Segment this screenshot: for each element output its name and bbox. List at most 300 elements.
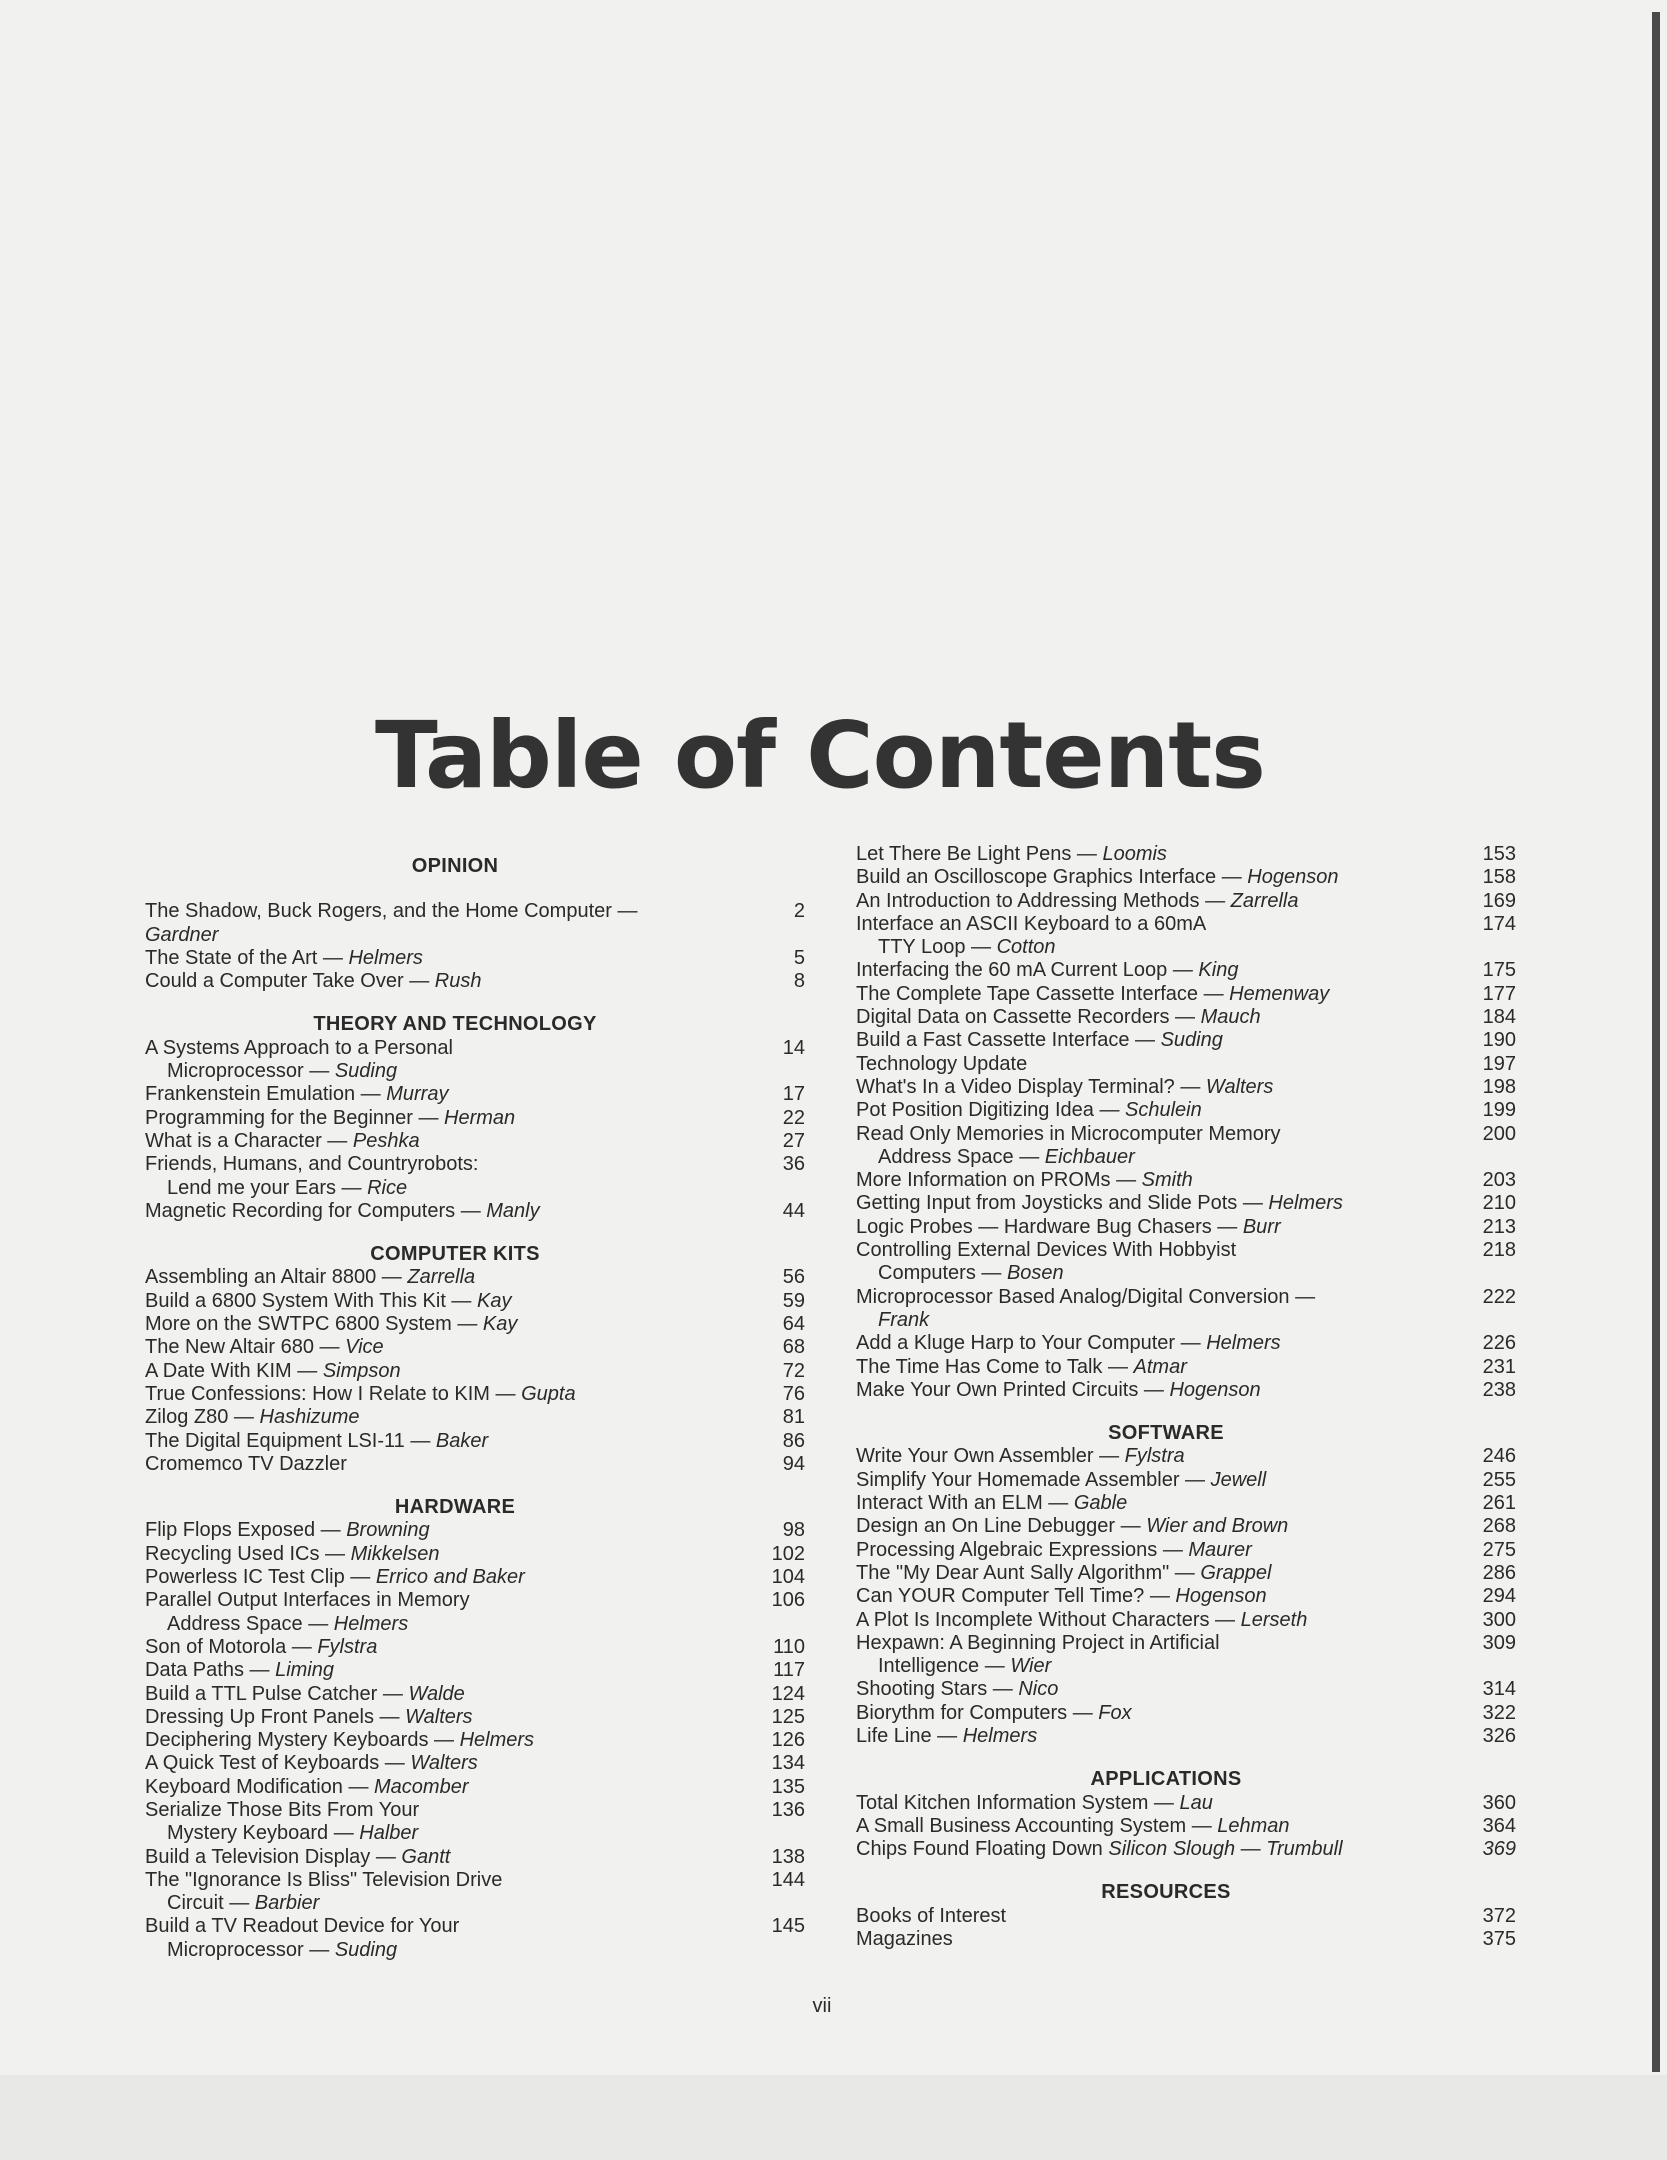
toc-entry-text	[856, 1216, 1456, 1239]
toc-entry-author: Schulein	[1125, 1099, 1202, 1122]
toc-entry-text	[856, 1286, 1456, 1333]
toc-entry-page: 200	[1482, 1122, 1516, 1145]
toc-entry-author: Loomis	[1102, 843, 1167, 865]
toc-entry[interactable]	[145, 900, 805, 947]
toc-entry-text	[856, 1379, 1456, 1402]
toc-entry-author: Vice	[345, 1336, 384, 1359]
toc-entry-author: Fylstra	[1124, 1445, 1185, 1468]
toc-entry-text	[145, 1776, 745, 1799]
toc-entry[interactable]	[856, 890, 1516, 913]
toc-entry[interactable]	[856, 1905, 1516, 1928]
toc-entry-page: 275	[1482, 1538, 1516, 1561]
toc-entry[interactable]	[856, 1379, 1516, 1402]
toc-entry[interactable]	[856, 1539, 1516, 1562]
toc-entry-text	[145, 1915, 745, 1962]
toc-entry-author: Rice	[367, 1176, 408, 1199]
toc-entry-author: Barbier	[254, 1892, 320, 1915]
toc-entry-author: Simpson	[322, 1359, 401, 1382]
toc-entry-page: 153	[1482, 843, 1516, 865]
toc-entry-title: Dressing Up Front Panels —	[145, 1705, 400, 1728]
toc-entry-title: Controlling External Devices With Hobbyist	[856, 1239, 1237, 1262]
toc-entry[interactable]	[145, 1519, 805, 1542]
toc-entry-title: An Introduction to Addressing Methods —	[856, 889, 1226, 912]
toc-entry-page: 117	[773, 1659, 805, 1682]
toc-entry-text	[856, 1725, 1456, 1748]
toc-entry-author: Manly	[486, 1199, 540, 1222]
toc-entry-page: 136	[771, 1798, 805, 1821]
section-heading: COMPUTER KITS	[370, 1243, 540, 1266]
toc-entry[interactable]	[856, 913, 1516, 960]
toc-entry-text	[145, 1729, 745, 1752]
toc-entry-author: Helmers	[333, 1612, 409, 1635]
toc-entry-title-continued: TTY Loop —	[878, 936, 992, 959]
toc-entry-page: 238	[1482, 1378, 1516, 1401]
toc-entry-author: Smith	[1141, 1169, 1193, 1192]
toc-entry[interactable]	[145, 1153, 805, 1200]
toc-entry[interactable]	[856, 1725, 1516, 1748]
toc-entry[interactable]	[856, 1469, 1516, 1492]
toc-entry-title-continued: Circuit —	[167, 1892, 250, 1915]
toc-entry-text	[856, 1099, 1456, 1122]
toc-entry-page: 222	[1482, 1285, 1516, 1308]
toc-entry-author: Macomber	[374, 1775, 469, 1798]
toc-entry-author: Atmar	[1133, 1355, 1187, 1378]
toc-entry-page: 98	[782, 1519, 805, 1542]
toc-entry-title: More Information on PROMs —	[856, 1169, 1137, 1192]
toc-entry[interactable]	[145, 1799, 805, 1846]
toc-entry-author: Frank	[878, 1308, 930, 1331]
toc-entry[interactable]	[856, 1099, 1516, 1122]
toc-entry-page: 64	[782, 1313, 805, 1336]
toc-entry-title: Life Line —	[856, 1724, 958, 1747]
toc-entry-author: Helmers	[1206, 1332, 1281, 1355]
toc-entry[interactable]	[856, 1585, 1516, 1608]
toc-entry-page: 135	[771, 1775, 805, 1798]
toc-entry-title: Shooting Stars —	[856, 1678, 1013, 1701]
toc-entry[interactable]	[856, 1076, 1516, 1099]
toc-entry-text	[856, 1702, 1456, 1725]
toc-entry[interactable]	[856, 1029, 1516, 1052]
toc-entry-text	[856, 1632, 1456, 1679]
toc-entry-title: The "My Dear Aunt Sally Algorithm" —	[856, 1561, 1195, 1584]
toc-entry[interactable]	[856, 1192, 1516, 1215]
toc-entry-page: 104	[771, 1566, 805, 1589]
toc-entry[interactable]	[856, 1006, 1516, 1029]
toc-entry-title: Build a TV Readout Device for Your	[145, 1915, 460, 1938]
toc-entry-title: Could a Computer Take Over —	[145, 970, 430, 993]
toc-entry-text	[856, 1539, 1456, 1562]
toc-entry-page: 372	[1482, 1904, 1516, 1927]
toc-entry[interactable]	[145, 1636, 805, 1659]
toc-entry-page: 17	[782, 1083, 805, 1106]
toc-entry-author: Gantt	[401, 1845, 451, 1868]
toc-entry-author: Silicon Slough — Trumbull	[1108, 1838, 1343, 1861]
toc-entry[interactable]	[856, 1053, 1516, 1076]
toc-entry-page: 309	[1482, 1631, 1516, 1654]
toc-entry[interactable]	[856, 1169, 1516, 1192]
toc-entry-author: Helmers	[348, 946, 423, 969]
toc-entry[interactable]	[145, 1566, 805, 1589]
toc-entry-page: 134	[771, 1752, 805, 1775]
toc-entry-author: Helmers	[1268, 1192, 1343, 1215]
toc-entry[interactable]	[145, 1130, 805, 1153]
toc-entry-title: Pot Position Digitizing Idea —	[856, 1099, 1120, 1122]
toc-entry-text	[145, 1200, 745, 1223]
toc-entry[interactable]	[145, 1107, 805, 1130]
toc-entry-author: Kay	[477, 1289, 512, 1312]
toc-entry-title: Magnetic Recording for Computers —	[145, 1199, 481, 1222]
toc-entry-text	[856, 1469, 1456, 1492]
toc-entry-text	[145, 1752, 745, 1775]
page-title: Table of Contents	[375, 701, 1265, 809]
toc-entry-page: 175	[1482, 959, 1516, 982]
toc-entry-text	[145, 1406, 745, 1429]
toc-entry-page: 68	[782, 1336, 805, 1359]
toc-entry[interactable]	[145, 947, 805, 970]
toc-entry[interactable]	[145, 1336, 805, 1359]
toc-entry-text	[145, 1869, 745, 1916]
toc-entry[interactable]	[145, 1869, 805, 1916]
toc-entry-page: 5	[793, 946, 805, 969]
toc-entry-author: Herman	[444, 1106, 516, 1129]
toc-entry-title: Make Your Own Printed Circuits —	[856, 1378, 1164, 1401]
toc-entry-text	[856, 1838, 1456, 1861]
toc-entry[interactable]	[145, 1752, 805, 1775]
toc-entry-text	[856, 1445, 1456, 1468]
toc-entry[interactable]	[856, 1928, 1516, 1951]
toc-entry[interactable]	[856, 983, 1516, 1006]
toc-entry-page: 144	[771, 1868, 805, 1891]
toc-entry-title-continued: Address Space —	[878, 1145, 1040, 1168]
toc-entry[interactable]	[856, 1515, 1516, 1538]
toc-column-left	[145, 855, 805, 1962]
toc-entry[interactable]	[145, 1683, 805, 1706]
toc-entry-title-continued: Lend me your Ears —	[167, 1176, 362, 1199]
toc-entry-title: Powerless IC Test Clip —	[145, 1566, 371, 1589]
page-number: vii	[812, 1995, 832, 2017]
toc-entry-author: Hogenson	[1175, 1585, 1267, 1608]
toc-entry-title: Microprocessor Based Analog/Digital Conversion —	[856, 1285, 1316, 1308]
section-heading: HARDWARE	[394, 1496, 516, 1519]
toc-entry-page: 174	[1482, 912, 1516, 935]
toc-entry-author: Errico and Baker	[375, 1566, 525, 1589]
toc-entry-text	[145, 1683, 745, 1706]
toc-entry-author: Gable	[1073, 1492, 1128, 1515]
toc-entry-page: 184	[1482, 1006, 1516, 1029]
toc-entry-title: More on the SWTPC 6800 System —	[145, 1313, 478, 1336]
toc-entry-title: Son of Motorola —	[145, 1635, 312, 1658]
toc-entry-page: 322	[1482, 1701, 1516, 1724]
toc-entry-text	[856, 983, 1456, 1006]
toc-entry-author: Burr	[1242, 1215, 1281, 1238]
toc-entry[interactable]	[145, 1266, 805, 1289]
toc-entry-text	[145, 1107, 745, 1130]
toc-entry-text	[856, 959, 1456, 982]
toc-entry-title: Can YOUR Computer Tell Time? —	[856, 1585, 1170, 1608]
toc-entry-author: Walters	[410, 1752, 478, 1775]
toc-entry-page: 177	[1482, 982, 1516, 1005]
toc-entry[interactable]	[145, 1543, 805, 1566]
toc-entry[interactable]	[145, 1383, 805, 1406]
toc-entry-title: Build a Fast Cassette Interface —	[856, 1029, 1156, 1052]
toc-entry-title: A Systems Approach to a Personal	[145, 1036, 453, 1059]
toc-entry-page: 198	[1482, 1075, 1516, 1098]
toc-entry-text	[856, 1928, 1456, 1951]
toc-entry-text	[145, 1153, 745, 1200]
toc-entry-page: 246	[1482, 1445, 1516, 1468]
toc-entry-title: Interact With an ELM —	[856, 1492, 1069, 1515]
toc-entry-author: Maurer	[1188, 1538, 1252, 1561]
toc-entry-page: 44	[782, 1199, 805, 1222]
toc-entry-author: Walters	[405, 1705, 473, 1728]
toc-entry-title: Magazines	[856, 1928, 953, 1951]
toc-entry[interactable]	[856, 1286, 1516, 1333]
toc-entry-page: 197	[1482, 1052, 1516, 1075]
toc-entry-title-continued: Address Space —	[167, 1612, 329, 1635]
toc-entry-text	[856, 1053, 1456, 1076]
toc-entry-author: Rush	[434, 970, 482, 993]
toc-entry-text	[856, 1678, 1456, 1701]
toc-entry-page: 203	[1482, 1169, 1516, 1192]
toc-entry-page: 314	[1482, 1678, 1516, 1701]
toc-entry[interactable]	[856, 843, 1516, 866]
toc-entry-title: Cromemco TV Dazzler	[145, 1452, 347, 1475]
toc-entry-author: Zarrella	[407, 1266, 476, 1289]
toc-entry-author: Walde	[408, 1682, 465, 1705]
toc-entry-page: 14	[782, 1036, 805, 1059]
toc-entry-author: Lehman	[1217, 1814, 1290, 1837]
toc-entry[interactable]	[856, 1562, 1516, 1585]
toc-entry-page: 102	[771, 1542, 805, 1565]
toc-entry-title: Build a Television Display —	[145, 1845, 396, 1868]
toc-entry-text	[856, 890, 1456, 913]
toc-entry-page: 76	[782, 1382, 805, 1405]
toc-entry-author: Mikkelsen	[350, 1542, 440, 1565]
toc-entry-author: Bosen	[1006, 1262, 1064, 1285]
toc-entry[interactable]	[145, 1360, 805, 1383]
toc-entry-title: Getting Input from Joysticks and Slide Pots —	[856, 1192, 1263, 1215]
toc-entry-page: 294	[1482, 1585, 1516, 1608]
toc-entry-title: Recycling Used ICs —	[145, 1542, 346, 1565]
toc-entry[interactable]	[856, 866, 1516, 889]
toc-entry[interactable]	[145, 1430, 805, 1453]
toc-entry-author: Liming	[275, 1659, 334, 1682]
toc-entry[interactable]	[145, 1589, 805, 1636]
toc-entry[interactable]	[856, 1678, 1516, 1701]
toc-entry-title: Biorythm for Computers —	[856, 1701, 1093, 1724]
toc-entry-author: Hogenson	[1247, 866, 1339, 889]
toc-entry-author: Halber	[359, 1822, 419, 1845]
toc-entry-text	[145, 1336, 745, 1359]
toc-entry[interactable]	[145, 1846, 805, 1869]
toc-entry[interactable]	[856, 1356, 1516, 1379]
toc-entry-title: Technology Update	[856, 1052, 1028, 1075]
toc-entry[interactable]	[145, 1729, 805, 1752]
toc-entry-text	[145, 947, 745, 970]
toc-entry-text	[145, 1290, 745, 1313]
toc-entry-title: Simplify Your Homemade Assembler —	[856, 1468, 1206, 1491]
toc-entry-author: King	[1198, 959, 1239, 982]
toc-entry[interactable]	[145, 1290, 805, 1313]
toc-entry[interactable]	[856, 1332, 1516, 1355]
toc-entry-page: 268	[1482, 1515, 1516, 1538]
toc-entry-page: 213	[1482, 1215, 1516, 1238]
toc-entry-text	[856, 1609, 1456, 1632]
toc-entry-page: 190	[1482, 1029, 1516, 1052]
toc-entry-text	[856, 1585, 1456, 1608]
toc-entry-page: 210	[1482, 1192, 1516, 1215]
toc-entry-title: Build a 6800 System With This Kit —	[145, 1289, 472, 1312]
toc-entry-title: Books of Interest	[856, 1904, 1007, 1927]
toc-entry-title: The Digital Equipment LSI-11 —	[145, 1429, 431, 1452]
toc-entry-text	[145, 1589, 745, 1636]
toc-entry-page: 226	[1482, 1332, 1516, 1355]
toc-entry-text	[145, 1543, 745, 1566]
toc-entry-title: Add a Kluge Harp to Your Computer —	[856, 1332, 1201, 1355]
toc-entry[interactable]	[145, 1037, 805, 1084]
toc-entry[interactable]	[145, 1706, 805, 1729]
toc-entry-title-continued: Microprocessor —	[167, 1938, 330, 1961]
toc-entry-title: Serialize Those Bits From Your	[145, 1798, 420, 1821]
toc-entry[interactable]	[856, 1123, 1516, 1170]
toc-entry-title: A Small Business Accounting System —	[856, 1814, 1212, 1837]
toc-entry-title: Logic Probes — Hardware Bug Chasers —	[856, 1215, 1238, 1238]
toc-entry[interactable]	[856, 1239, 1516, 1286]
toc-entry-page: 27	[782, 1129, 805, 1152]
toc-entry[interactable]	[856, 1792, 1516, 1815]
toc-entry-title: Design an On Line Debugger —	[856, 1515, 1141, 1538]
toc-entry-title: Friends, Humans, and Countryrobots:	[145, 1153, 479, 1176]
toc-entry-text	[856, 1192, 1456, 1215]
toc-entry[interactable]	[856, 959, 1516, 982]
toc-entry[interactable]	[145, 1200, 805, 1223]
toc-entry-title: The "Ignorance Is Bliss" Television Drive	[145, 1868, 503, 1891]
toc-entry-author: Cotton	[996, 936, 1056, 959]
toc-entry[interactable]	[145, 1915, 805, 1962]
toc-entry[interactable]	[856, 1815, 1516, 1838]
toc-entry-text	[145, 1453, 745, 1476]
toc-entry-page: 145	[771, 1915, 805, 1938]
toc-entry-author: Hashizume	[259, 1406, 360, 1429]
toc-entry-title: Data Paths —	[145, 1659, 270, 1682]
toc-entry-title: Frankenstein Emulation —	[145, 1083, 381, 1106]
toc-entry-text	[856, 1332, 1456, 1355]
toc-entry-page: 94	[782, 1452, 805, 1475]
toc-entry-author: Suding	[334, 1938, 398, 1961]
toc-entry-page: 326	[1482, 1724, 1516, 1747]
toc-entry-text	[856, 1492, 1456, 1515]
toc-entry-text	[856, 1029, 1456, 1052]
toc-entry-author: Helmers	[459, 1729, 535, 1752]
toc-entry-text	[145, 1383, 745, 1406]
toc-entry-page: 218	[1482, 1239, 1516, 1262]
toc-entry-page: 300	[1482, 1608, 1516, 1631]
toc-entry-page: 36	[782, 1153, 805, 1176]
toc-entry[interactable]	[145, 1406, 805, 1429]
toc-entry-author: Nico	[1018, 1678, 1059, 1701]
toc-entry-author: Murray	[386, 1083, 449, 1106]
toc-entry[interactable]	[856, 1632, 1516, 1679]
toc-entry-page: 286	[1482, 1561, 1516, 1584]
toc-entry-text	[145, 1846, 745, 1869]
section-heading: THEORY AND TECHNOLOGY	[313, 1013, 597, 1036]
toc-entry[interactable]	[856, 1609, 1516, 1632]
toc-entry-title: A Plot Is Incomplete Without Characters —	[856, 1608, 1236, 1631]
toc-entry-text	[856, 1515, 1456, 1538]
toc-entry-title: Let There Be Light Pens —	[856, 843, 1097, 865]
toc-entry-page: 110	[773, 1635, 805, 1658]
toc-entry-page: 125	[771, 1705, 805, 1728]
toc-entry-text	[145, 900, 745, 947]
toc-entry[interactable]	[856, 1216, 1516, 1239]
toc-entry-title-continued: Mystery Keyboard —	[167, 1822, 354, 1845]
toc-entry-title: Read Only Memories in Microcomputer Memory	[856, 1122, 1281, 1145]
toc-entry-title: The Complete Tape Cassette Interface —	[856, 982, 1224, 1005]
toc-entry-title-continued: Intelligence —	[878, 1655, 1005, 1678]
toc-entry-title: Total Kitchen Information System —	[856, 1791, 1174, 1814]
toc-entry[interactable]	[145, 1453, 805, 1476]
toc-entry-text	[145, 1799, 745, 1846]
toc-entry-title: Hexpawn: A Beginning Project in Artificial	[856, 1631, 1220, 1654]
toc-entry[interactable]	[145, 1083, 805, 1106]
toc-column-right	[856, 843, 1516, 1951]
toc-entry-text	[856, 843, 1456, 866]
toc-entry-page: 360	[1482, 1791, 1516, 1814]
toc-entry-title: A Quick Test of Keyboards —	[145, 1752, 405, 1775]
toc-entry-text	[145, 1130, 745, 1153]
toc-entry[interactable]	[145, 1776, 805, 1799]
section-heading: APPLICATIONS	[1090, 1768, 1242, 1791]
toc-entry-page: 86	[782, 1429, 805, 1452]
toc-entry-page: 2	[793, 900, 805, 923]
toc-entry-title: Chips Found Floating Down	[856, 1838, 1103, 1861]
toc-entry-page: 369	[1482, 1838, 1516, 1861]
toc-entry-text	[145, 1360, 745, 1383]
toc-entry-page: 375	[1482, 1928, 1516, 1951]
toc-entry-page: 158	[1482, 866, 1516, 889]
toc-entry-text	[145, 1659, 745, 1682]
toc-entry-title: Keyboard Modification —	[145, 1775, 369, 1798]
toc-entry[interactable]	[145, 1313, 805, 1336]
toc-entry-author: Wier and Brown	[1146, 1515, 1289, 1538]
page-bottom-margin	[0, 2075, 1667, 2160]
page-edge-shadow	[1652, 12, 1660, 2072]
toc-entry-text	[145, 1566, 745, 1589]
toc-entry[interactable]	[856, 1492, 1516, 1515]
toc-entry-text	[145, 1313, 745, 1336]
toc-entry-page: 169	[1482, 889, 1516, 912]
toc-entry[interactable]	[145, 970, 805, 993]
toc-entry-title: Zilog Z80 —	[145, 1406, 254, 1429]
toc-entry-author: Wier	[1010, 1655, 1052, 1678]
toc-entry-title: Assembling an Altair 8800 —	[145, 1266, 402, 1289]
toc-entry-text	[145, 1636, 745, 1659]
toc-entry-title: Build an Oscilloscope Graphics Interface —	[856, 866, 1242, 889]
toc-entry[interactable]	[856, 1445, 1516, 1468]
toc-entry[interactable]	[856, 1702, 1516, 1725]
toc-entry[interactable]	[856, 1838, 1516, 1861]
toc-entry-text	[145, 1706, 745, 1729]
toc-entry-title: Deciphering Mystery Keyboards —	[145, 1729, 455, 1752]
toc-entry-text	[145, 1430, 745, 1453]
toc-entry-author: Eichbauer	[1044, 1145, 1135, 1168]
toc-entry-author: Peshka	[352, 1129, 420, 1152]
section-heading: SOFTWARE	[1108, 1422, 1224, 1445]
toc-entry-author: Mauch	[1200, 1006, 1261, 1029]
section-heading: OPINION	[411, 855, 499, 877]
toc-entry-title: The New Altair 680 —	[145, 1336, 340, 1359]
toc-entry[interactable]	[145, 1659, 805, 1682]
